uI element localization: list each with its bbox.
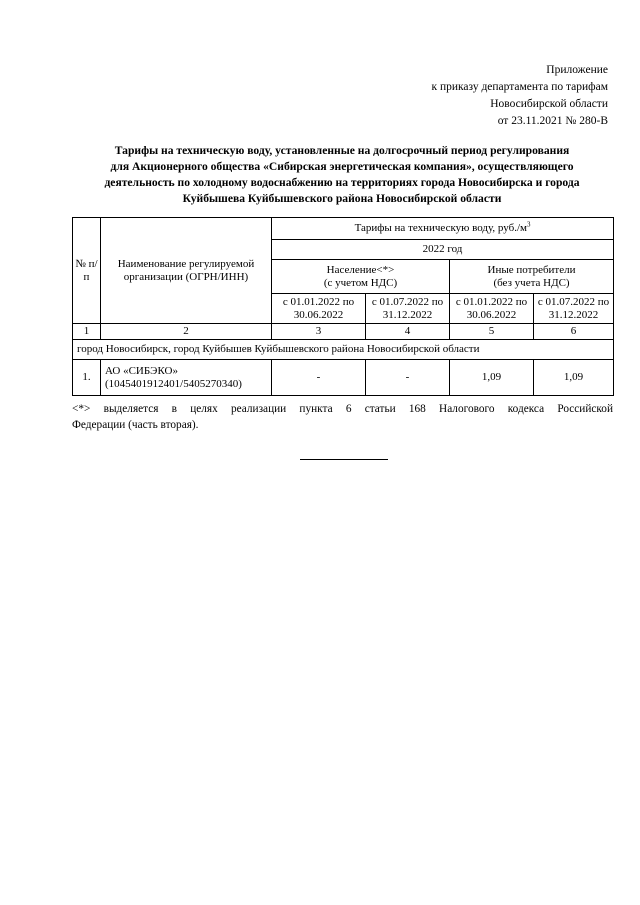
row-org-ids: (1045401912401/5405270340) [105,377,242,390]
period-4: с 01.07.2022 по 31.12.2022 [534,294,614,324]
document-title [72,143,612,207]
group-other-line1: Иные потребители [487,263,576,276]
appendix-header [431,62,608,130]
row-value: 1,09 [534,360,614,396]
group-population-line1: Население<*> [326,263,395,276]
header-group-population [272,260,450,294]
title-line-4: Куйбышева Куйбышевского района Новосибирской области [182,192,502,205]
row-value: - [272,360,366,396]
closing-rule [300,459,388,460]
col-number: 4 [366,324,450,340]
tariff-table [72,217,614,396]
col-number: 2 [101,324,272,340]
header-tariff [272,218,614,240]
row-value: - [366,360,450,396]
group-population-line2: (с учетом НДС) [323,276,398,289]
header-num: № п/п [73,218,101,324]
header-year: 2022 год [272,240,614,260]
col-number: 5 [450,324,534,340]
appendix-date-number: от 23.11.2021 № 280-В [497,115,608,127]
row-org-name: АО «СИБЭКО» [105,364,178,377]
appendix-label: Приложение [546,64,608,76]
period-1: с 01.01.2022 по 30.06.2022 [272,294,366,324]
title-line-2: для Акционерного общества «Сибирская энергетическая компания», осуществляющего [110,160,574,173]
period-3: с 01.01.2022 по 30.06.2022 [450,294,534,324]
group-other-line2: (без учета НДС) [493,276,570,289]
footnote [72,401,613,433]
table-row [73,360,614,396]
header-tariff-text: Тарифы на техническую воду, руб./м [354,222,527,234]
period-2: с 01.07.2022 по 31.12.2022 [366,294,450,324]
row-value: 1,09 [450,360,534,396]
header-group-other [450,260,614,294]
title-line-1: Тарифы на техническую воду, установленные на долгосрочный период регулирования [114,144,570,157]
row-num: 1. [73,360,101,396]
col-number: 1 [73,324,101,340]
appendix-region: Новосибирской области [490,98,608,110]
title-line-3: деятельность по холодному водоснабжению на территориях города Новосибирска и города [104,176,580,189]
section-header: город Новосибирск, город Куйбышев Куйбышевского района Новосибирской области [73,340,614,360]
header-tariff-sup: 3 [526,220,531,229]
appendix-order-ref: к приказу департамента по тарифам [431,81,608,93]
footnote-line-1: <*> выделяется в целях реализации пункта 6 статьи 168 Налогового кодекса Российской [72,403,613,415]
row-org [101,360,272,396]
col-number: 3 [272,324,366,340]
footnote-line-2: Федерации (часть вторая). [72,419,199,431]
col-number: 6 [534,324,614,340]
header-org: Наименование регулируемой организации (ОГРН/ИНН) [101,218,272,324]
